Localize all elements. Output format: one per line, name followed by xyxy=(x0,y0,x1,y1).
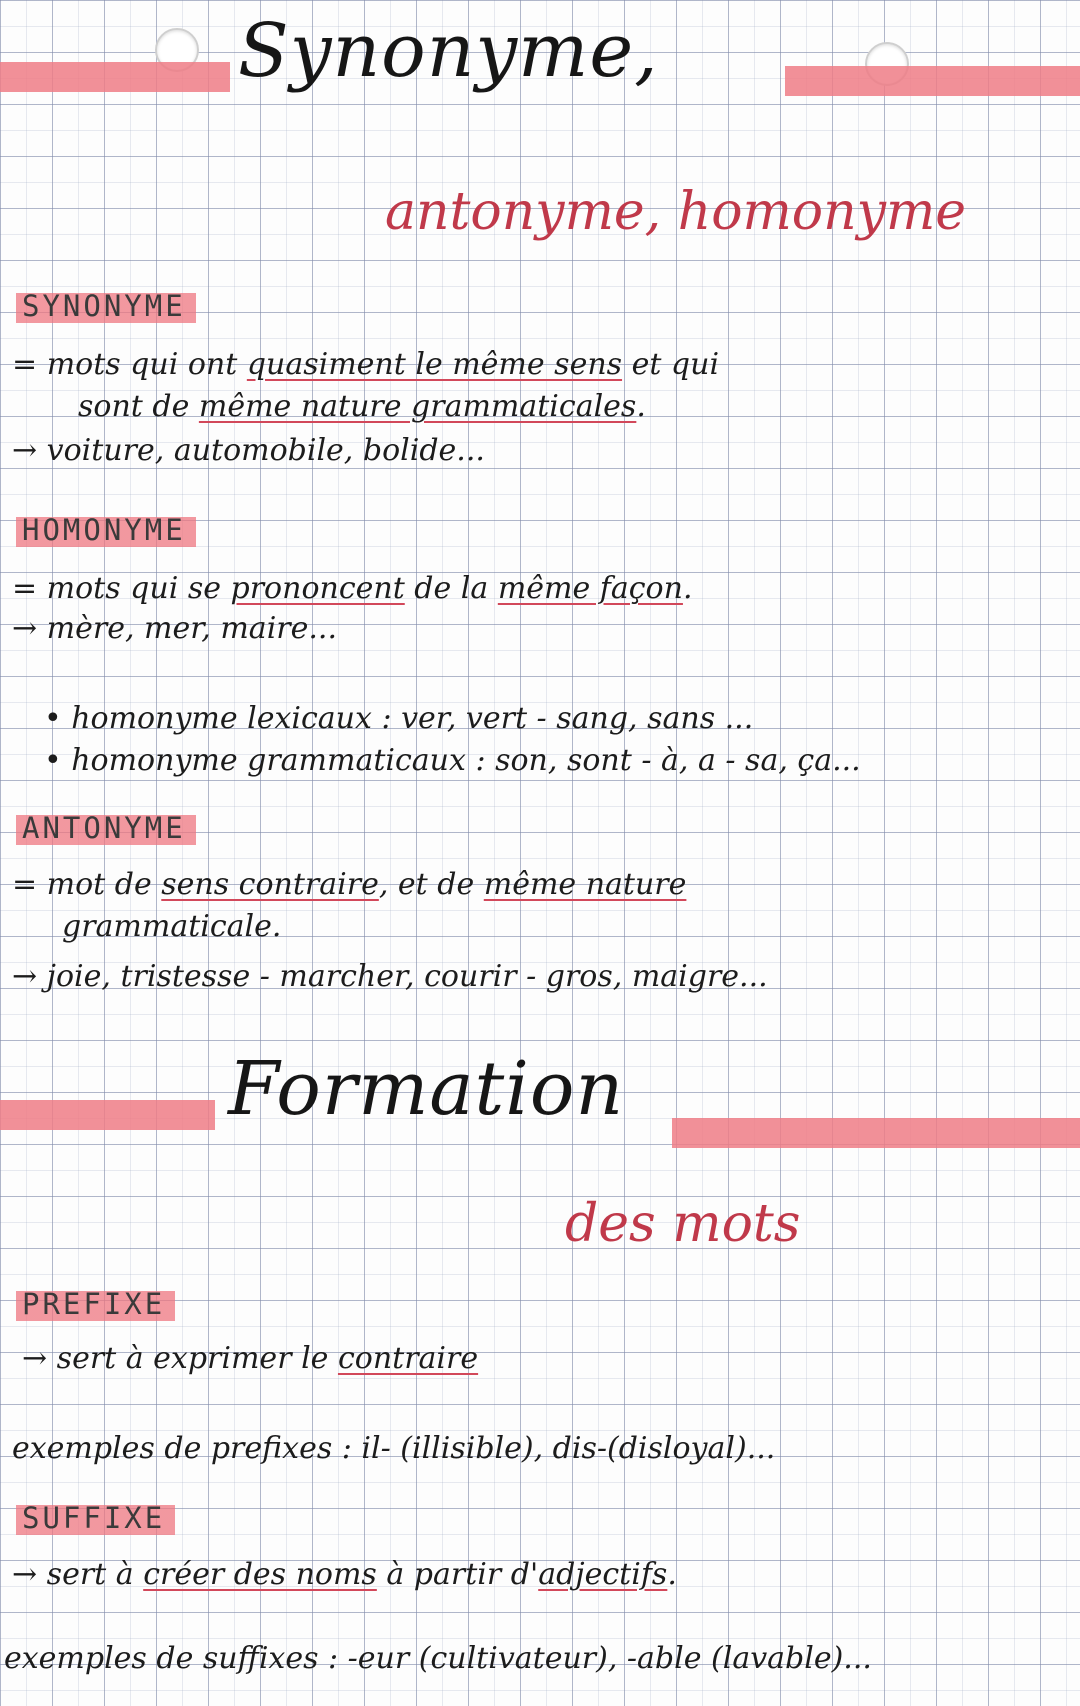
antonyme-example: → joie, tristesse - marcher, courir - gros, maigre... xyxy=(12,959,768,994)
synonyme-definition-line1: = mots qui ont quasiment le même sens et qui xyxy=(12,347,720,382)
tag-homonyme: HOMONYME xyxy=(16,510,196,550)
antonyme-definition-line1: = mot de sens contraire, et de même nature xyxy=(12,867,687,902)
tag-prefixe: PREFIXE xyxy=(16,1284,175,1324)
homonyme-bullet-grammatical: • homonyme grammaticaux : son, sont - à, a - sa, ça... xyxy=(44,743,861,778)
title-band-right xyxy=(785,66,1080,96)
title-band-left xyxy=(0,62,230,92)
synonyme-definition-line2: sont de même nature grammaticales. xyxy=(78,389,646,424)
subtitle-des-mots: des mots xyxy=(565,1194,801,1254)
homonyme-bullet-lexical: • homonyme lexicaux : ver, vert - sang, sans ... xyxy=(44,701,754,736)
homonyme-definition: = mots qui se prononcent de la même façon. xyxy=(12,571,693,606)
homonyme-example: → mère, mer, maire... xyxy=(12,611,337,646)
title-formation: Formation xyxy=(228,1046,625,1132)
formation-band-left xyxy=(0,1100,215,1130)
prefixe-examples: exemples de prefixes : il- (illisible), dis-(disloyal)... xyxy=(12,1431,776,1466)
tag-antonyme: ANTONYME xyxy=(16,808,196,848)
antonyme-definition-line2: grammaticale. xyxy=(62,909,282,944)
title-synonyme: Synonyme, xyxy=(238,8,659,94)
suffixe-description: → sert à créer des noms à partir d'adjectifs. xyxy=(12,1557,677,1592)
tag-synonyme: SYNONYME xyxy=(16,286,196,326)
synonyme-example: → voiture, automobile, bolide... xyxy=(12,433,485,468)
formation-band-right xyxy=(672,1118,1080,1148)
prefixe-description: → sert à exprimer le contraire xyxy=(22,1341,479,1376)
subtitle-antonyme-homonyme: antonyme, homonyme xyxy=(385,182,967,242)
suffixe-examples: exemples de suffixes : -eur (cultivateur), -able (lavable)... xyxy=(4,1641,872,1676)
tag-suffixe: SUFFIXE xyxy=(16,1498,175,1538)
